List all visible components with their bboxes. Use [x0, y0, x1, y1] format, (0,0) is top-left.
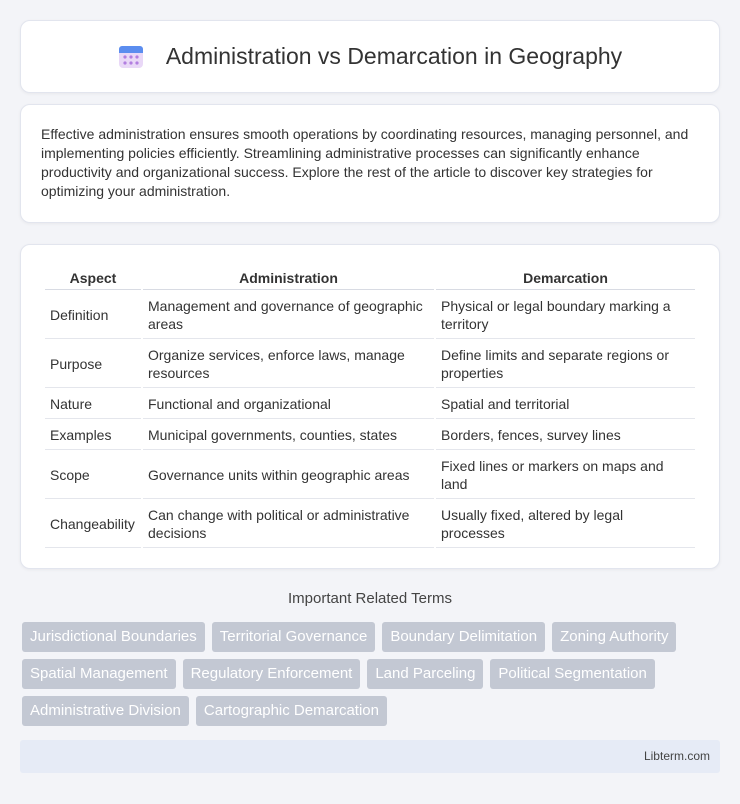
- term-tag[interactable]: Jurisdictional Boundaries: [22, 622, 205, 652]
- table-cell: Usually fixed, altered by legal processes: [436, 501, 695, 548]
- table-header-row: [45, 267, 695, 290]
- table-cell: Functional and organizational: [143, 390, 434, 419]
- intro-card: [20, 104, 720, 223]
- comparison-table: [43, 265, 697, 550]
- footer-site-link[interactable]: Libterm.com: [643, 749, 710, 763]
- footer: [20, 740, 720, 773]
- calendar-icon: [118, 44, 144, 70]
- table-cell: Management and governance of geographic areas: [143, 292, 434, 339]
- table-cell: Fixed lines or markers on maps and land: [436, 452, 695, 499]
- table-row: [45, 390, 695, 419]
- term-tag[interactable]: Boundary Delimitation: [382, 622, 545, 652]
- column-header-aspect: Aspect: [45, 267, 141, 290]
- term-tag[interactable]: Territorial Governance: [212, 622, 376, 652]
- term-tag[interactable]: Cartographic Demarcation: [196, 696, 387, 726]
- header-card: [20, 20, 720, 93]
- related-terms-title: Important Related Terms: [288, 590, 452, 607]
- column-header-administration: Administration: [143, 267, 434, 290]
- table-cell: Examples: [45, 421, 141, 450]
- term-tag[interactable]: Spatial Management: [22, 659, 176, 689]
- table-cell: Define limits and separate regions or properties: [436, 341, 695, 388]
- table-cell: Borders, fences, survey lines: [436, 421, 695, 450]
- table-cell: Municipal governments, counties, states: [143, 421, 434, 450]
- table-row: [45, 292, 695, 339]
- table-cell: Physical or legal boundary marking a territory: [436, 292, 695, 339]
- term-tag[interactable]: Zoning Authority: [552, 622, 676, 652]
- term-tag[interactable]: Political Segmentation: [490, 659, 654, 689]
- term-tag[interactable]: Regulatory Enforcement: [183, 659, 361, 689]
- table-row: [45, 452, 695, 499]
- table-cell: Can change with political or administrative decisions: [143, 501, 434, 548]
- comparison-table-card: [20, 244, 720, 569]
- table-cell: Definition: [45, 292, 141, 339]
- table-cell: Spatial and territorial: [436, 390, 695, 419]
- term-tag[interactable]: Administrative Division: [22, 696, 189, 726]
- table-cell: Governance units within geographic areas: [143, 452, 434, 499]
- table-cell: Organize services, enforce laws, manage resources: [143, 341, 434, 388]
- table-cell: Changeability: [45, 501, 141, 548]
- table-cell: Purpose: [45, 341, 141, 388]
- table-cell: Nature: [45, 390, 141, 419]
- table-row: [45, 421, 695, 450]
- intro-text: Effective administration ensures smooth operations by coordinating resources, managing personnel, and implementing policies efficiently. Streamlining administrative processes can significantly enhance productivity and organizational success. Explore the rest of the article to discover key strategies for optimizing your administration.: [41, 126, 689, 199]
- column-header-demarcation: Demarcation: [436, 267, 695, 290]
- table-cell: Scope: [45, 452, 141, 499]
- term-tag[interactable]: Land Parceling: [367, 659, 483, 689]
- related-terms-list: [22, 622, 722, 726]
- page-title: Administration vs Demarcation in Geography: [165, 43, 623, 69]
- table-row: [45, 501, 695, 548]
- table-row: [45, 341, 695, 388]
